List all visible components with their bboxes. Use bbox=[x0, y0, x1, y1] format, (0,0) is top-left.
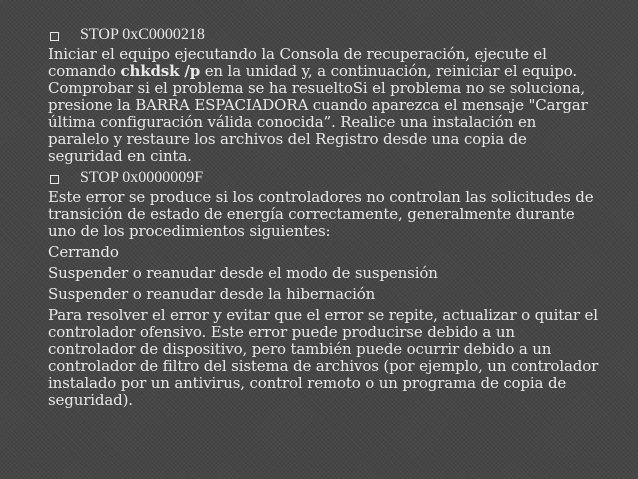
square-bullet-icon bbox=[50, 32, 59, 41]
paragraph-text: Iniciar el equipo ejecutando la Consola de recuperación, ejecute el comando bbox=[48, 45, 547, 80]
square-bullet-icon bbox=[50, 175, 59, 184]
line-suspender-suspension: Suspender o reanudar desde el modo de suspensión bbox=[48, 264, 438, 282]
paragraph-power-transition: Este error se produce si los controladores no controlan las solicitudes de transición de estado de energía correctamente, generalmente durante uno de los procedimientos siguientes: bbox=[48, 188, 594, 240]
command-text: chkdsk /p bbox=[120, 62, 201, 80]
line-suspender-hibernacion: Suspender o reanudar desde la hibernación bbox=[48, 285, 376, 303]
bullet-stop-0000009f bbox=[48, 169, 600, 187]
bullet-label: STOP 0x0000009F bbox=[80, 169, 204, 186]
paragraph-recovery-console bbox=[48, 46, 600, 165]
bullet-stop-c0000218 bbox=[48, 26, 600, 44]
slide-body bbox=[48, 22, 600, 409]
bullet-label: STOP 0xC0000218 bbox=[80, 26, 205, 43]
paragraph-resolution: Para resolver el error y evitar que el error se repite, actualizar o quitar el controlador ofensivo. Este error puede producirse debido a un controlador de dispositivo, pero también puede ocurrir debido a un controlador de filtro del sistema de archivos (por ejemplo, un controlador instalado por un antivirus, control remoto o un programa de copia de seguridad). bbox=[48, 306, 599, 409]
paragraph-text: en la unidad y, a continuación, reiniciar el equipo. Comprobar si el problema se ha resueltoSi el problema no se soluciona, presione la BARRA ESPACIADORA cuando aparezca el mensaje "Cargar última configuración válida conocida”. Realice una instalación en paralelo y restaure los archivos del Registro desde una copia de seguridad en cinta. bbox=[48, 62, 588, 165]
line-cerrando: Cerrando bbox=[48, 243, 119, 261]
